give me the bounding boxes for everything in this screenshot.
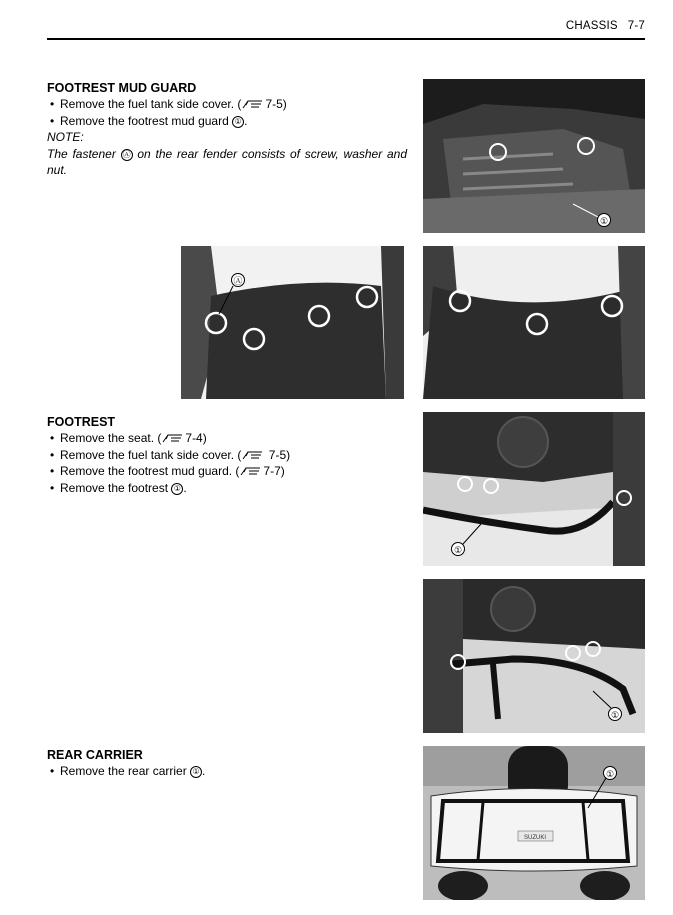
section-title: FOOTREST MUD GUARD bbox=[47, 81, 197, 95]
photo-rear-fender-right bbox=[423, 246, 645, 399]
page-header bbox=[47, 18, 645, 40]
section-rear-carrier bbox=[47, 747, 407, 780]
step-list bbox=[47, 430, 407, 496]
step-item: • Remove the footrest mud guard. ( 7-7) bbox=[47, 463, 407, 480]
step-item: • Remove the footrest mud guard ① . bbox=[47, 113, 407, 130]
reference-icon bbox=[242, 447, 264, 464]
section-title: REAR CARRIER bbox=[47, 748, 143, 762]
photo-callout-label: ① bbox=[610, 710, 620, 720]
section-footrest-mud-guard bbox=[47, 80, 407, 179]
reference-icon bbox=[162, 430, 184, 447]
photo-footrest-2 bbox=[423, 579, 645, 733]
reference-icon bbox=[242, 96, 264, 113]
step-item: • Remove the fuel tank side cover. ( 7-5) bbox=[47, 96, 407, 113]
photo-callout-label: Ⓐ bbox=[233, 276, 243, 286]
callout-mark: Ⓐ bbox=[122, 149, 131, 159]
callout-mark: ① bbox=[190, 766, 202, 778]
reference-page: 7-5 bbox=[265, 97, 283, 111]
photo-rear-carrier bbox=[423, 746, 645, 900]
step-item: • Remove the footrest ① . bbox=[47, 480, 407, 497]
carrier-brand-label: SUZUKI bbox=[523, 835, 547, 841]
section-title: FOOTREST bbox=[47, 415, 116, 429]
photo-rear-fender-left bbox=[181, 246, 404, 399]
step-list bbox=[47, 96, 407, 129]
step-item: • Remove the fuel tank side cover. ( 7-5) bbox=[47, 447, 407, 464]
note-label: NOTE: bbox=[47, 130, 84, 144]
photo-callout-label: ① bbox=[605, 769, 615, 779]
callout-mark: ① bbox=[171, 483, 183, 495]
step-item: • Remove the rear carrier ① . bbox=[47, 763, 407, 780]
photo-footrest-1 bbox=[423, 412, 645, 566]
photo-footrest-mud-guard bbox=[423, 79, 645, 233]
reference-page: 7-4 bbox=[185, 431, 203, 445]
header-title bbox=[566, 20, 645, 32]
step-item: • Remove the seat. ( 7-4) bbox=[47, 430, 407, 447]
photo-callout-label: ① bbox=[599, 216, 609, 226]
note-text: The fastener Ⓐ on the rear fender consists of screw, washer and nut. bbox=[47, 146, 407, 177]
header-page-number: 7-7 bbox=[627, 20, 645, 32]
callout-mark: ① bbox=[232, 116, 244, 128]
reference-page: 7-7 bbox=[263, 464, 281, 478]
photo-callout-label: ① bbox=[453, 545, 463, 555]
step-list bbox=[47, 763, 407, 780]
reference-page: 7-5 bbox=[265, 447, 287, 462]
reference-icon bbox=[240, 463, 262, 480]
header-section: CHASSIS bbox=[565, 20, 618, 32]
section-footrest bbox=[47, 414, 407, 496]
